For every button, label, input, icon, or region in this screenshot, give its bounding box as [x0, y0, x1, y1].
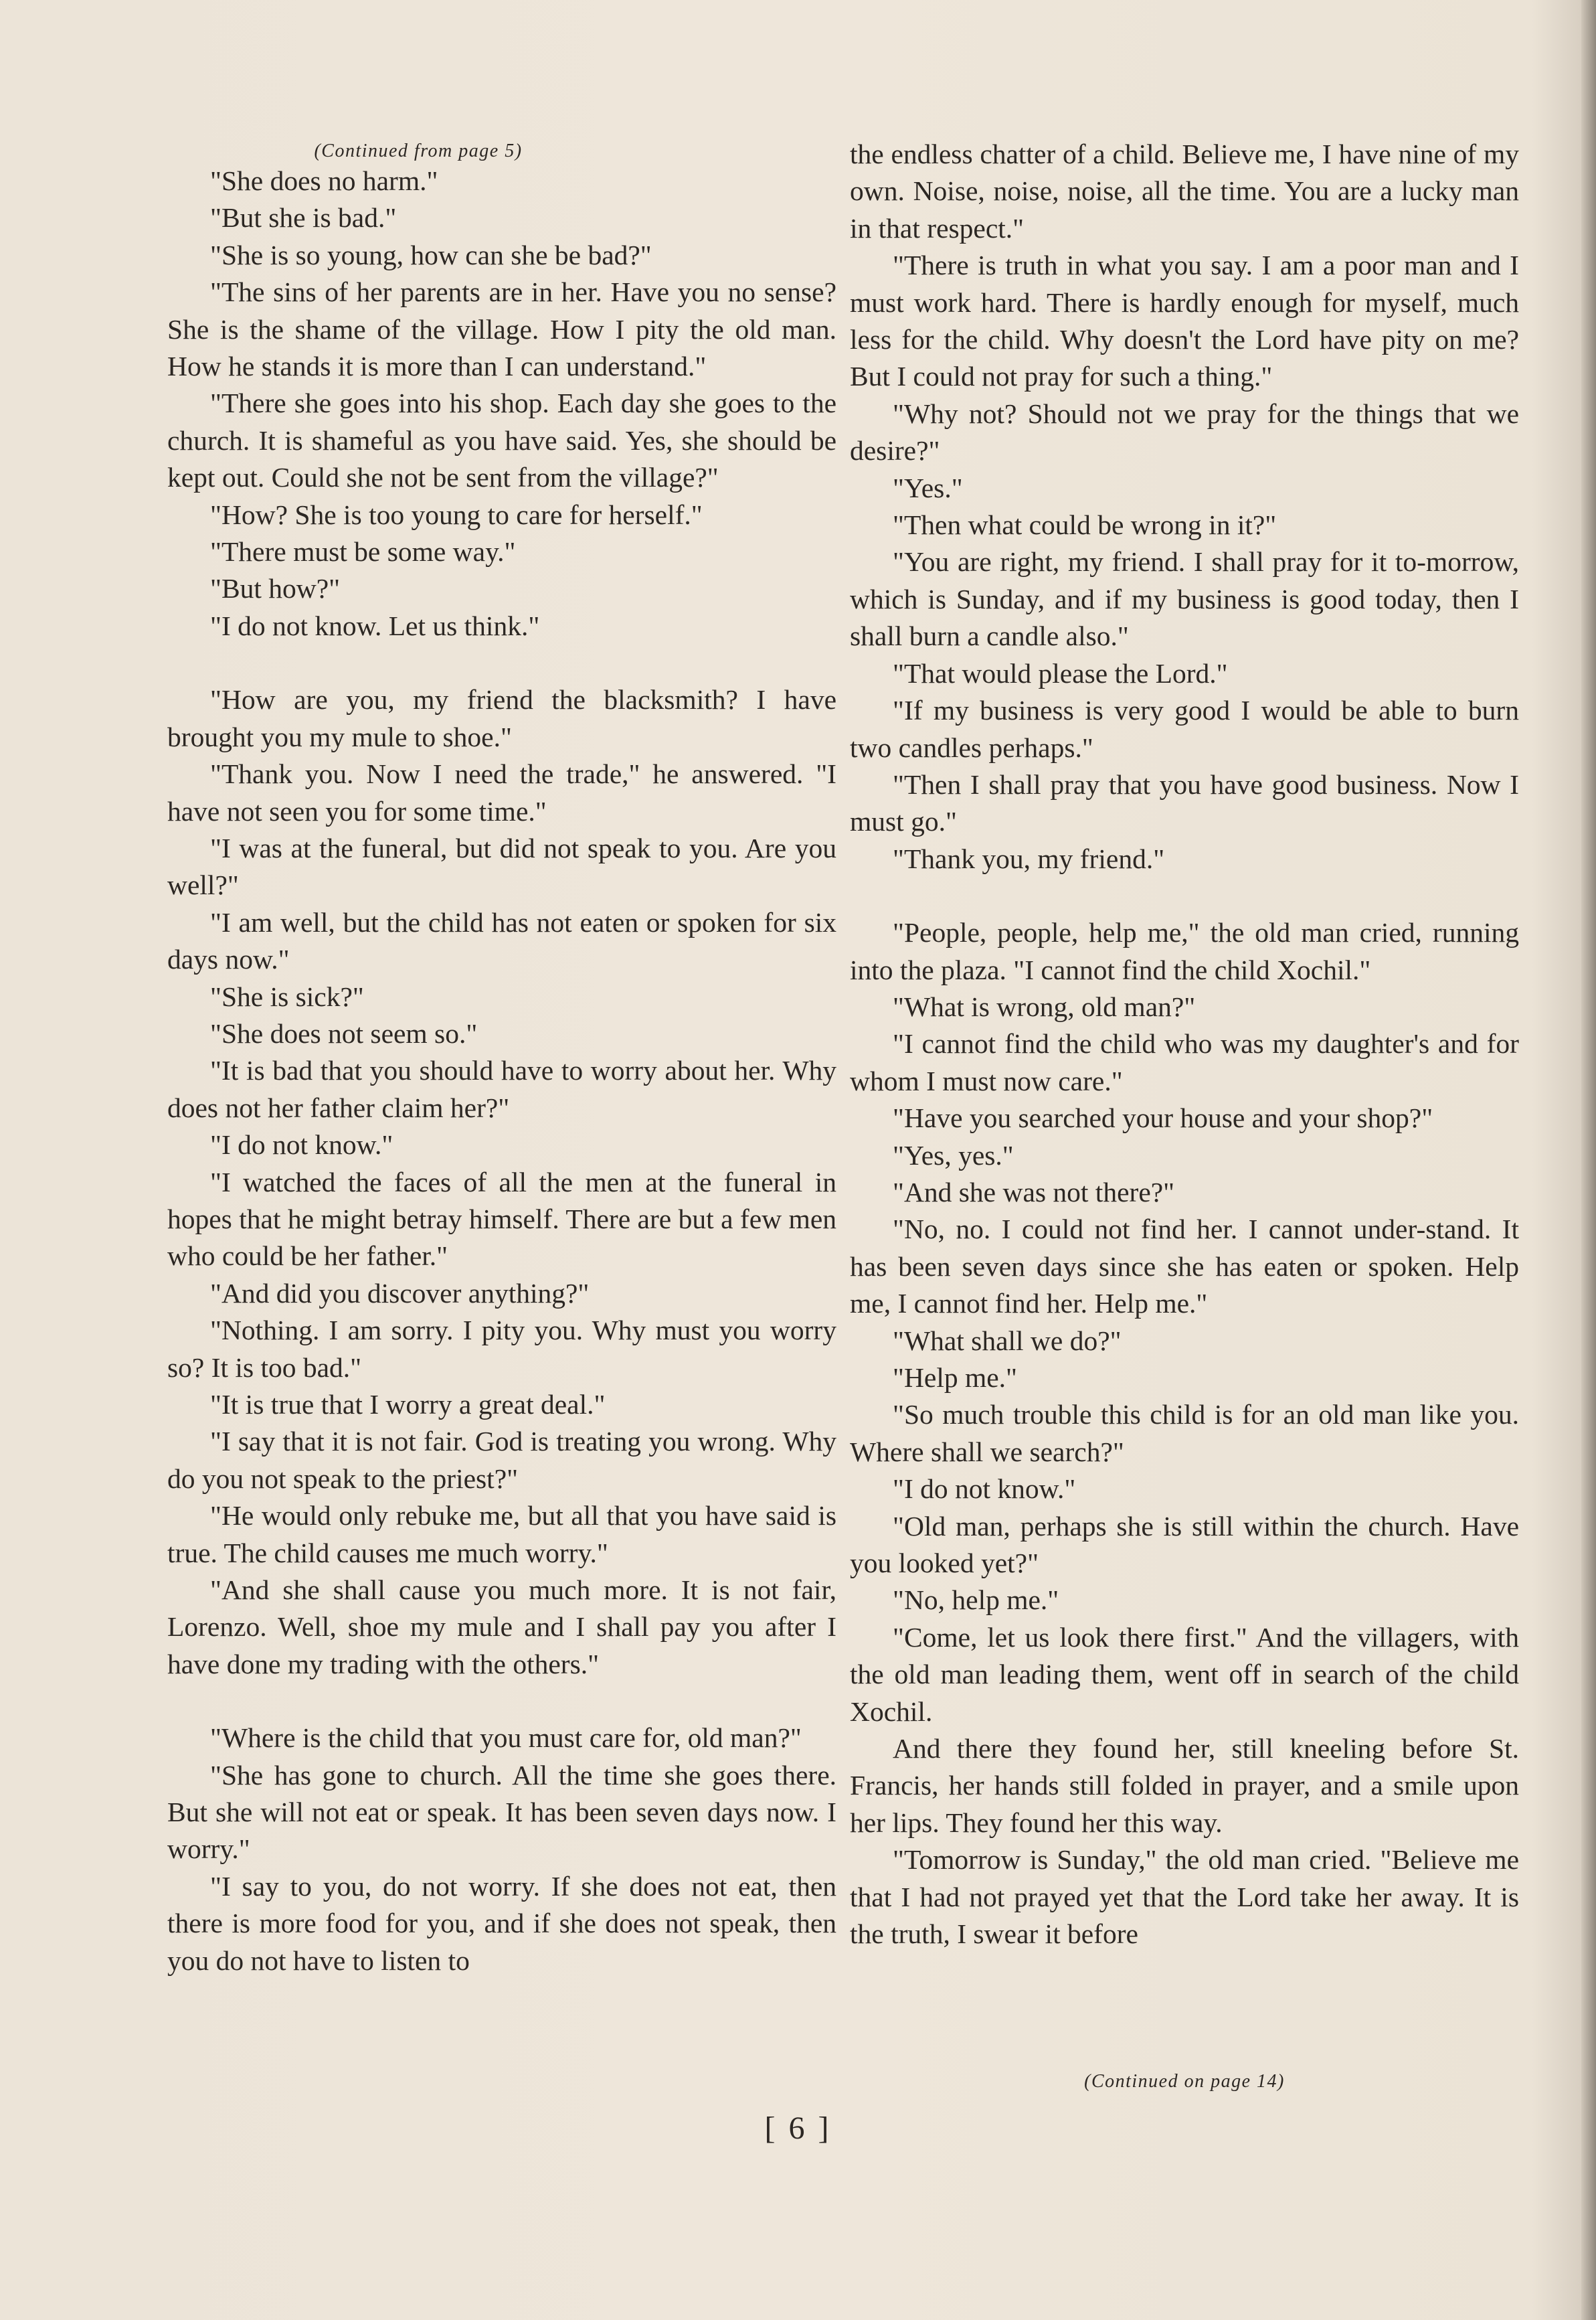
paragraph: "I am well, but the child has not eaten or spoken for six days now." [167, 906, 836, 975]
paragraph: "She is so young, how can she be bad?" [210, 239, 652, 270]
paragraph: "What is wrong, old man?" [893, 991, 1196, 1022]
paragraph: "How? She is too young to care for herself." [210, 499, 703, 530]
paragraph: "I say that it is not fair. God is treating you wrong. Why do you not speak to the priest?" [167, 1426, 836, 1494]
continued-from-note: (Continued from page 5) [314, 141, 523, 161]
paragraph: "There she goes into his shop. Each day she goes to the church. It is shameful as you have said. Yes, she should be kept out. Could she not be sent from the village?" [167, 388, 836, 493]
paragraph: And there they found her, still kneeling before St. Francis, her hands still folded in prayer, and a smile upon her lips. They found her this way. [850, 1733, 1519, 1838]
paragraph: "It is true that I worry a great deal." [210, 1389, 606, 1420]
paragraph: "There is truth in what you say. I am a poor man and I must work hard. There is hardly enough for myself, much less for the child. Why doesn't the Lord have pity on me? But I could not pray for such a thing." [850, 250, 1519, 392]
paragraph: "Then I shall pray that you have good business. Now I must go." [850, 768, 1519, 837]
paragraph: "I do not know. Let us think." [210, 610, 540, 641]
paragraph: "I do not know." [893, 1473, 1076, 1505]
paragraph: "Why not? Should not we pray for the things that we desire?" [850, 398, 1519, 467]
right-column [850, 136, 1519, 1953]
paragraph: "Tomorrow is Sunday," the old man cried. "Believe me that I had not prayed yet that the Lord take her away. It is the truth, I swear it before [850, 1844, 1519, 1950]
paragraph: "Thank you. Now I need the trade," he answered. "I have not seen you for some time." [167, 758, 836, 827]
paragraph: "The sins of her parents are in her. Have you no sense? She is the shame of the village. How I pity the old man. How he stands it is more than I can understand." [167, 276, 836, 382]
paragraph: "So much trouble this child is for an old man like you. Where shall we search?" [850, 1399, 1519, 1467]
paragraph: "But she is bad." [210, 202, 397, 234]
paragraph: "You are right, my friend. I shall pray for it to-morrow, which is Sunday, and if my business is good today, then I shall burn a candle also." [850, 546, 1519, 652]
paragraph: "I watched the faces of all the men at the funeral in hopes that he might betray himself. There are but a few men who could be her father." [167, 1166, 836, 1272]
paragraph: "But how?" [210, 573, 341, 604]
paragraph: "He would only rebuke me, but all that you have said is true. The child causes me much worry." [167, 1500, 836, 1568]
paragraph: "No, no. I could not find her. I cannot under-stand. It has been seven days since she has eaten or spoken. Help me, I cannot find her. Help me." [850, 1214, 1519, 1319]
paragraph: "I was at the funeral, but did not speak to you. Are you well?" [167, 832, 836, 901]
paragraph: "No, help me." [893, 1584, 1059, 1616]
paragraph: "Help me." [893, 1362, 1018, 1393]
paragraph: "I do not know." [210, 1129, 393, 1161]
paragraph: "Where is the child that you must care for, old man?" [210, 1722, 802, 1754]
paragraph: "I say to you, do not worry. If she does not eat, then there is more food for you, and if she does not speak, then you do not have to listen to [167, 1870, 836, 1976]
paragraph: "She does not seem so." [210, 1017, 478, 1049]
paragraph: "How are you, my friend the blacksmith? I have brought you my mule to shoe." [167, 684, 836, 752]
paragraph: "It is bad that you should have to worry about her. Why does not her father claim her?" [167, 1055, 836, 1123]
paragraph: "Then what could be wrong in it?" [893, 509, 1277, 541]
paragraph: "Thank you, my friend." [893, 843, 1165, 874]
paragraph: "That would please the Lord." [893, 657, 1228, 689]
continued-on-note: (Continued on page 14) [1084, 2071, 1285, 2092]
paragraph: "Nothing. I am sorry. I pity you. Why must you worry so? It is too bad." [167, 1315, 836, 1383]
paragraph: "Have you searched your house and your shop?" [893, 1102, 1433, 1134]
page-spine-edge [1581, 0, 1596, 2320]
paragraph: "People, people, help me," the old man cried, running into the plaza. "I cannot find the child Xochil." [850, 917, 1519, 985]
paragraph: "She has gone to church. All the time she goes there. But she will not eat or speak. It has been seven days now. I worry." [167, 1759, 836, 1865]
paragraph: "What shall we do?" [893, 1325, 1122, 1356]
paragraph: "She does no harm." [210, 165, 438, 196]
paragraph: "Come, let us look there first." And the villagers, with the old man leading them, went off in search of the child Xochil. [850, 1621, 1519, 1727]
paragraph: "She is sick?" [210, 981, 364, 1012]
paragraph: "And she was not there?" [893, 1176, 1175, 1208]
paragraph: "There must be some way." [210, 536, 516, 568]
paragraph: "Old man, perhaps she is still within the church. Have you looked yet?" [850, 1510, 1519, 1579]
paragraph: "If my business is very good I would be able to burn two candles perhaps." [850, 695, 1519, 763]
paragraph: the endless chatter of a child. Believe me, I have nine of my own. Noise, noise, noise, all the time. You are a lucky man in that respect." [850, 139, 1519, 244]
page-number: [ 6 ] [764, 2110, 832, 2146]
paragraph: "And she shall cause you much more. It is not fair, Lorenzo. Well, shoe my mule and I shall pay you after I have done my trading with the others." [167, 1574, 836, 1679]
paragraph: "I cannot find the child who was my daughter's and for whom I must now care." [850, 1028, 1519, 1096]
left-column [167, 133, 836, 1979]
paragraph: "Yes, yes." [893, 1139, 1014, 1171]
paragraph: "And did you discover anything?" [210, 1277, 590, 1309]
paragraph: "Yes." [893, 472, 963, 503]
